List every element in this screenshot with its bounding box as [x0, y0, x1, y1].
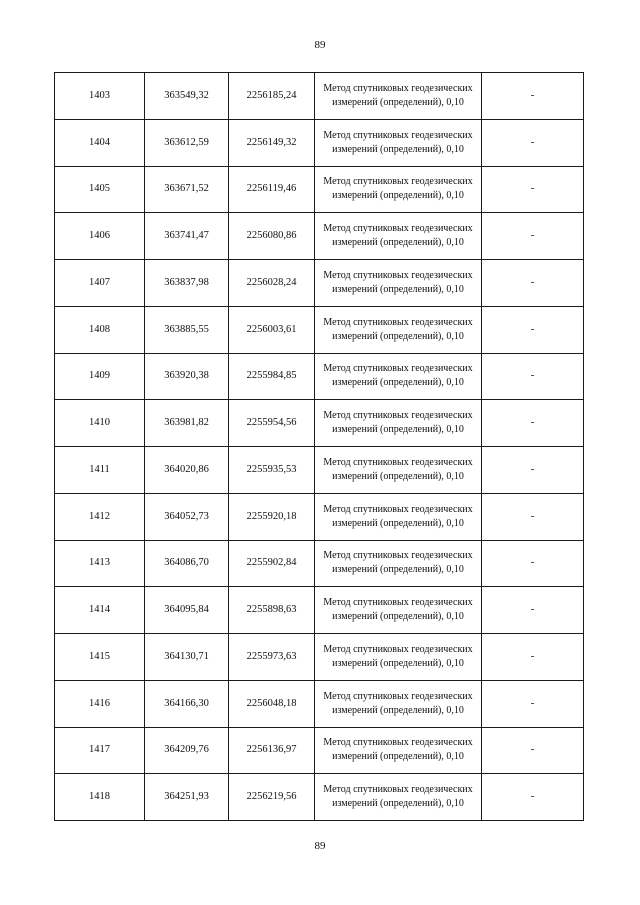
note-cell: -	[482, 774, 584, 821]
note-cell: -	[482, 493, 584, 540]
coordinate-y-cell: 2255935,53	[229, 447, 315, 494]
coordinate-x-cell: 363671,52	[145, 166, 229, 213]
coordinate-x-cell: 364166,30	[145, 680, 229, 727]
coordinate-x-cell: 363981,82	[145, 400, 229, 447]
table-row	[55, 166, 584, 213]
note-cell: -	[482, 119, 584, 166]
point-number-cell: 1405	[55, 166, 145, 213]
note-cell: -	[482, 400, 584, 447]
page-number-top: 89	[314, 39, 326, 51]
table-row	[55, 727, 584, 774]
coordinate-y-cell: 2256080,86	[229, 213, 315, 260]
coordinate-y-cell: 2256219,56	[229, 774, 315, 821]
note-cell: -	[482, 727, 584, 774]
point-number-cell: 1418	[55, 774, 145, 821]
method-cell: Метод спутниковых геодезических измерений (определений), 0,10	[315, 587, 482, 634]
table-row	[55, 353, 584, 400]
coordinate-y-cell: 2255984,85	[229, 353, 315, 400]
method-cell: Метод спутниковых геодезических измерений (определений), 0,10	[315, 400, 482, 447]
note-cell: -	[482, 540, 584, 587]
method-cell: Метод спутниковых геодезических измерений (определений), 0,10	[315, 73, 482, 120]
method-cell: Метод спутниковых геодезических измерений (определений), 0,10	[315, 213, 482, 260]
table-row	[55, 634, 584, 681]
method-cell: Метод спутниковых геодезических измерений (определений), 0,10	[315, 353, 482, 400]
point-number-cell: 1414	[55, 587, 145, 634]
table-row	[55, 260, 584, 307]
point-number-cell: 1416	[55, 680, 145, 727]
coordinate-x-cell: 363837,98	[145, 260, 229, 307]
method-cell: Метод спутниковых геодезических измерений (определений), 0,10	[315, 540, 482, 587]
point-number-cell: 1411	[55, 447, 145, 494]
coordinate-x-cell: 364251,93	[145, 774, 229, 821]
point-number-cell: 1417	[55, 727, 145, 774]
coordinate-y-cell: 2256185,24	[229, 73, 315, 120]
coordinate-x-cell: 363920,38	[145, 353, 229, 400]
note-cell: -	[482, 447, 584, 494]
method-cell: Метод спутниковых геодезических измерений (определений), 0,10	[315, 634, 482, 681]
coordinate-x-cell: 364130,71	[145, 634, 229, 681]
coordinate-y-cell: 2255954,56	[229, 400, 315, 447]
table-row	[55, 774, 584, 821]
coordinate-x-cell: 363741,47	[145, 213, 229, 260]
method-cell: Метод спутниковых геодезических измерений (определений), 0,10	[315, 680, 482, 727]
coordinate-y-cell: 2255902,84	[229, 540, 315, 587]
method-cell: Метод спутниковых геодезических измерений (определений), 0,10	[315, 306, 482, 353]
coordinate-y-cell: 2255920,18	[229, 493, 315, 540]
method-cell: Метод спутниковых геодезических измерений (определений), 0,10	[315, 493, 482, 540]
coordinate-y-cell: 2255973,63	[229, 634, 315, 681]
page-number-bottom: 89	[314, 840, 326, 852]
coordinate-y-cell: 2255898,63	[229, 587, 315, 634]
coordinate-x-cell: 364020,86	[145, 447, 229, 494]
coordinate-x-cell: 364095,84	[145, 587, 229, 634]
point-number-cell: 1404	[55, 119, 145, 166]
table-row	[55, 400, 584, 447]
note-cell: -	[482, 306, 584, 353]
note-cell: -	[482, 73, 584, 120]
method-cell: Метод спутниковых геодезических измерений (определений), 0,10	[315, 166, 482, 213]
method-cell: Метод спутниковых геодезических измерений (определений), 0,10	[315, 774, 482, 821]
coordinate-x-cell: 364052,73	[145, 493, 229, 540]
note-cell: -	[482, 680, 584, 727]
note-cell: -	[482, 353, 584, 400]
coordinate-y-cell: 2256048,18	[229, 680, 315, 727]
coordinates-table	[54, 72, 584, 821]
coordinate-x-cell: 363885,55	[145, 306, 229, 353]
coordinate-y-cell: 2256149,32	[229, 119, 315, 166]
table-row	[55, 119, 584, 166]
point-number-cell: 1407	[55, 260, 145, 307]
coordinate-x-cell: 363612,59	[145, 119, 229, 166]
note-cell: -	[482, 634, 584, 681]
note-cell: -	[482, 587, 584, 634]
point-number-cell: 1406	[55, 213, 145, 260]
point-number-cell: 1412	[55, 493, 145, 540]
point-number-cell: 1409	[55, 353, 145, 400]
method-cell: Метод спутниковых геодезических измерений (определений), 0,10	[315, 119, 482, 166]
coordinate-y-cell: 2256119,46	[229, 166, 315, 213]
coordinate-y-cell: 2256028,24	[229, 260, 315, 307]
point-number-cell: 1413	[55, 540, 145, 587]
method-cell: Метод спутниковых геодезических измерений (определений), 0,10	[315, 260, 482, 307]
coordinate-y-cell: 2256003,61	[229, 306, 315, 353]
coordinate-y-cell: 2256136,97	[229, 727, 315, 774]
table-row	[55, 447, 584, 494]
point-number-cell: 1403	[55, 73, 145, 120]
table-row	[55, 493, 584, 540]
table-row	[55, 73, 584, 120]
method-cell: Метод спутниковых геодезических измерений (определений), 0,10	[315, 447, 482, 494]
note-cell: -	[482, 213, 584, 260]
point-number-cell: 1415	[55, 634, 145, 681]
note-cell: -	[482, 260, 584, 307]
coordinate-x-cell: 364209,76	[145, 727, 229, 774]
point-number-cell: 1410	[55, 400, 145, 447]
table-row	[55, 540, 584, 587]
table-body	[55, 73, 584, 821]
note-cell: -	[482, 166, 584, 213]
table-row	[55, 306, 584, 353]
table-row	[55, 587, 584, 634]
point-number-cell: 1408	[55, 306, 145, 353]
table-row	[55, 213, 584, 260]
coordinate-x-cell: 364086,70	[145, 540, 229, 587]
method-cell: Метод спутниковых геодезических измерений (определений), 0,10	[315, 727, 482, 774]
coordinate-x-cell: 363549,32	[145, 73, 229, 120]
table-row	[55, 680, 584, 727]
